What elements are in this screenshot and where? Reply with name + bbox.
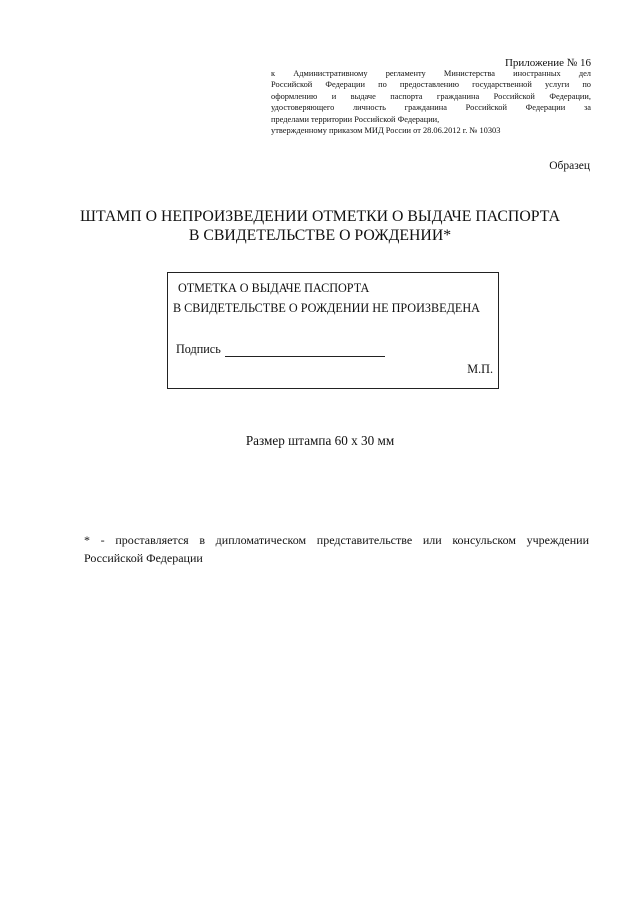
appendix-reference	[271, 68, 591, 136]
appendix-ref-line: оформлению и выдаче паспорта гражданина Российской Федерации,	[271, 91, 591, 101]
title-line-1: ШТАМП О НЕПРОИЗВЕДЕНИИ ОТМЕТКИ О ВЫДАЧЕ ПАСПОРТА	[80, 208, 560, 225]
appendix-ref-line: удостоверяющего личность гражданина Российской Федерации за	[271, 103, 591, 113]
stamp-size-caption: Размер штампа 60 х 30 мм	[245, 433, 395, 448]
document-title	[0, 207, 640, 245]
stamp-text-line-2: В СВИДЕТЕЛЬСТВЕ О РОЖДЕНИИ НЕ ПРОИЗВЕДЕНА	[173, 301, 480, 315]
appendix-ref-line: Российской Федерации по предоставлению государственной услуги по	[271, 80, 591, 90]
signature-label: Подпись	[176, 342, 221, 356]
sample-label: Образец	[549, 160, 590, 172]
footnote-line-1: * - проставляется в дипломатическом представительстве или консульском учреждении	[84, 533, 589, 547]
stamp-sample-box	[167, 272, 499, 389]
appendix-label: Приложение № 16	[504, 57, 591, 69]
footnote	[84, 531, 589, 567]
signature-line	[225, 356, 385, 357]
stamp-text-line-1: ОТМЕТКА О ВЫДАЧЕ ПАСПОРТА	[178, 281, 370, 295]
appendix-ref-line: к Административному регламенту Министерства иностранных дел	[271, 69, 591, 78]
appendix-ref-line: утвержденному приказом МИД России от 28.06.2012 г. № 10303	[271, 126, 501, 136]
title-line-2: В СВИДЕТЕЛЬСТВЕ О РОЖДЕНИИ*	[188, 227, 452, 244]
appendix-ref-line: пределами территории Российской Федерации,	[271, 114, 440, 124]
footnote-line-2: Российской Федерации	[84, 551, 203, 565]
seal-label: М.П.	[467, 362, 493, 376]
